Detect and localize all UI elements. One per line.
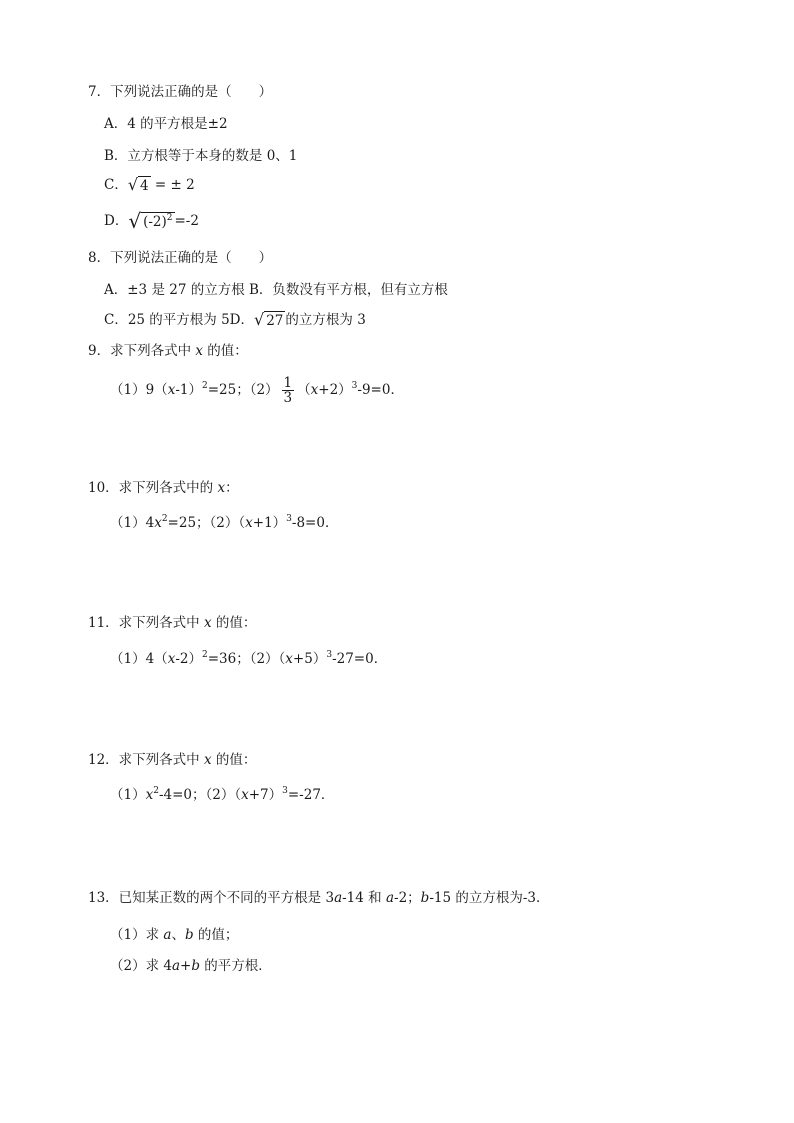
text-fragment: 2 — [153, 786, 159, 796]
text-fragment: ： — [225, 480, 239, 496]
q7-stem: 7．下列说法正确的是（ ） — [88, 84, 273, 100]
text-fragment: -4=0；（2）（ — [158, 787, 242, 803]
q11-parts — [110, 649, 387, 669]
text-fragment: b — [184, 927, 194, 943]
text-fragment: 2 — [201, 650, 208, 660]
text-fragment: (-2) — [143, 214, 167, 230]
text-fragment: -1） — [175, 382, 202, 398]
text-fragment: 的值： — [203, 343, 248, 359]
text-fragment: x — [203, 615, 212, 631]
text-fragment: 11．求下列各式中 — [88, 615, 204, 631]
text-fragment: 的值： — [211, 752, 257, 768]
text-fragment: =25；（2）（ — [167, 515, 246, 531]
q12-stem — [88, 750, 256, 770]
text-fragment: 13．已知某正数的两个不同的平方根是 3 — [88, 890, 335, 906]
text-fragment: 的平方根． — [200, 958, 272, 974]
text-fragment: 3 — [351, 381, 358, 391]
text-fragment: 1 — [283, 375, 293, 391]
text-fragment: （1）4（ — [110, 651, 168, 667]
text-fragment: b — [420, 890, 430, 906]
text-fragment: +1） — [252, 515, 287, 531]
q10-parts — [110, 513, 338, 533]
q8-options-ab: A．±3 是 27 的立方根 B．负数没有平方根，但有立方根 — [104, 282, 448, 298]
text-fragment: +2） — [318, 382, 352, 398]
text-fragment: x — [217, 480, 226, 496]
text-fragment: a — [171, 958, 181, 974]
text-fragment: -14 和 — [342, 890, 386, 906]
text-fragment: a — [385, 890, 395, 906]
text-fragment: x — [245, 515, 253, 531]
text-fragment: x — [203, 752, 212, 768]
text-fragment: C． — [104, 177, 128, 193]
text-fragment: -8=0． — [291, 515, 339, 531]
text-fragment: 12．求下列各式中 — [88, 752, 204, 768]
text-fragment: 9．求下列各式中 — [88, 343, 196, 359]
text-fragment: x — [310, 382, 319, 398]
text-fragment: +5） — [292, 651, 327, 667]
q11-stem — [88, 613, 256, 633]
text-fragment: -9=0． — [357, 382, 404, 398]
text-fragment: （1） — [110, 787, 146, 803]
text-fragment: x — [167, 382, 176, 398]
text-fragment: （1）9（ — [110, 382, 168, 398]
q9-parts — [110, 376, 404, 405]
text-fragment: 3 — [283, 390, 293, 406]
q13-part-1 — [110, 925, 238, 945]
q8-stem: 8．下列说法正确的是（ ） — [88, 250, 273, 266]
q7-option-b: B．立方根等于本身的数是 0、1 — [104, 148, 298, 164]
text-fragment: -2； — [394, 890, 421, 906]
text-fragment: 4 — [140, 178, 149, 194]
q13-part-2 — [110, 956, 272, 976]
text-fragment: （2）求 4 — [110, 958, 172, 974]
q8-options-cd — [104, 310, 366, 330]
text-fragment: =-2 — [174, 213, 199, 229]
q12-parts — [110, 785, 334, 805]
text-fragment: =25；（2） — [207, 382, 279, 398]
q10-stem — [88, 478, 239, 498]
text-fragment: -27=0． — [332, 651, 388, 667]
text-fragment: （1）4 — [110, 515, 155, 531]
text-fragment: 27 — [266, 313, 284, 329]
text-fragment: 的值； — [193, 927, 239, 943]
text-fragment: 3 — [326, 650, 333, 660]
q7-option-a: A．4 的平方根是±2 — [104, 116, 228, 132]
text-fragment: x — [145, 787, 154, 803]
text-fragment: D． — [104, 213, 129, 229]
text-fragment: =36；（2）（ — [207, 651, 286, 667]
text-fragment: x — [154, 515, 162, 531]
q9-stem — [88, 341, 248, 361]
text-fragment: a — [163, 927, 172, 943]
text-fragment: =-27． — [287, 787, 335, 803]
text-fragment: C．25 的平方根为 5D． — [104, 312, 255, 328]
text-fragment: x — [241, 787, 249, 803]
text-fragment: + — [180, 958, 192, 974]
text-fragment: a — [334, 890, 343, 906]
text-fragment: 2 — [161, 514, 168, 524]
text-fragment: x — [285, 651, 293, 667]
text-fragment: x — [195, 343, 204, 359]
text-fragment: （ — [297, 382, 311, 398]
text-fragment: 2 — [201, 381, 208, 391]
text-fragment: 的立方根为 3 — [285, 312, 366, 328]
text-fragment: +7） — [248, 787, 283, 803]
text-fragment: -15 的立方根为-3． — [429, 890, 550, 906]
q7-option-d — [104, 211, 199, 231]
text-fragment: 3 — [282, 786, 288, 796]
text-fragment: 2 — [166, 213, 173, 223]
text-fragment: 、 — [171, 927, 185, 943]
q13-stem — [88, 888, 550, 908]
fraction-one-third — [282, 376, 295, 405]
sqrt-symbol: √ $(-2)^2$ — [128, 209, 173, 233]
text-fragment: b — [191, 958, 201, 974]
text-fragment: 3 — [286, 514, 292, 524]
sqrt-symbol: √ 27 — [254, 310, 284, 329]
text-fragment: 的值： — [211, 615, 257, 631]
q7-option-c — [104, 175, 195, 195]
text-fragment: = ± 2 — [150, 177, 195, 193]
text-fragment: （1）求 — [110, 927, 164, 943]
text-fragment: x — [167, 651, 176, 667]
text-fragment: 10．求下列各式中的 — [88, 480, 218, 496]
text-fragment: -2） — [175, 651, 202, 667]
sqrt-symbol: √ 4 — [127, 175, 149, 194]
